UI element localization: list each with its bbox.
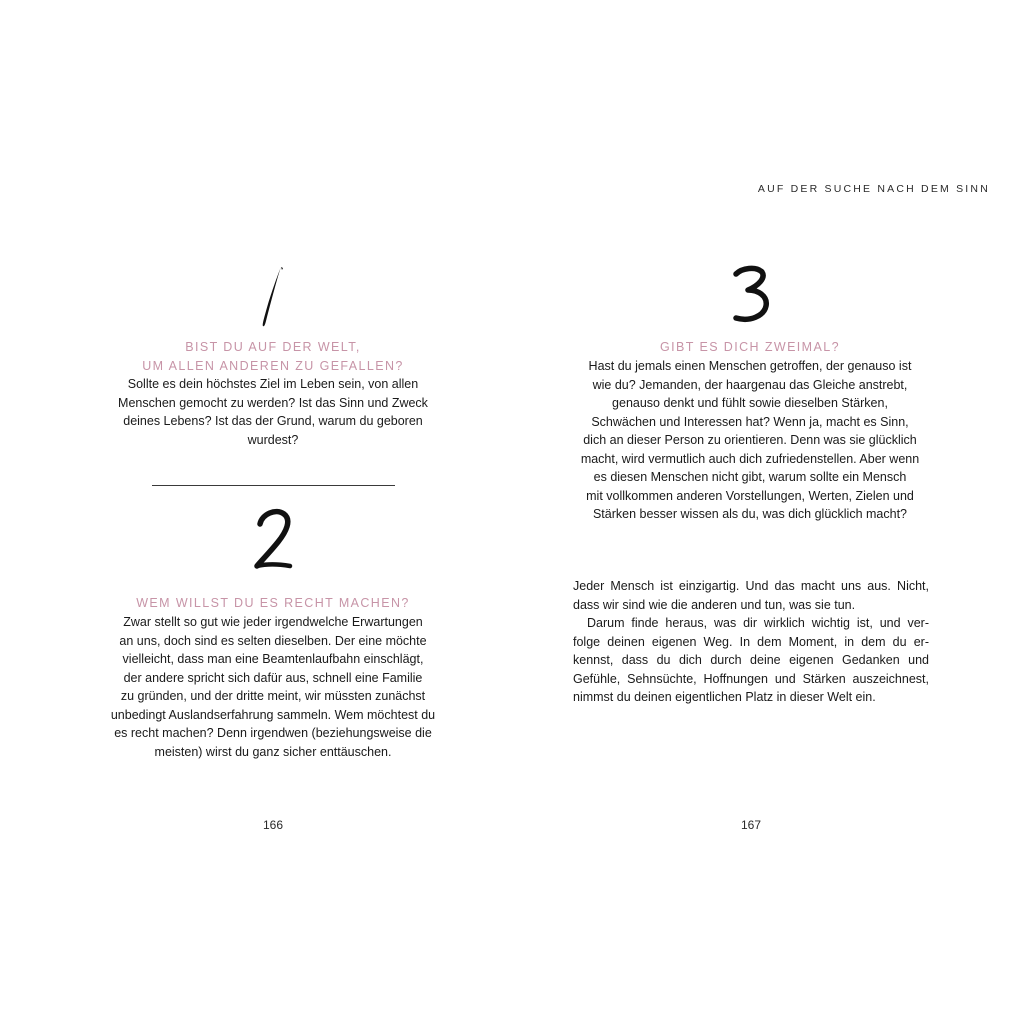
text-line: Menschen gemocht zu werden? Ist das Sinn und Zweck <box>118 395 428 410</box>
heading-line: WEM WILLST DU ES RECHT MACHEN? <box>136 596 410 610</box>
text-line: macht, wird vermutlich auch dich zufriedenstellen. Aber wenn <box>580 451 920 466</box>
text-line: deines Lebens? Ist das der Grund, warum du geboren <box>123 414 423 428</box>
text-line: vielleicht, dass man eine Beamtenlaufbahn einschlägt, <box>122 652 424 666</box>
heading-line: UM ALLEN ANDEREN ZU GEFALLEN? <box>142 358 404 373</box>
text-line: unbedingt Auslandserfahrung sammeln. Wem möchtest du <box>110 707 436 722</box>
text-line: zu gründen, und der dritte meint, wir müssten zunächst <box>120 689 426 703</box>
text-line: dass wir sind wie die anderen und tun, was sie tun. <box>573 597 856 612</box>
text-line: der andere spricht sich dafür aus, schnell eine Familie <box>123 670 423 685</box>
text-line: Hast du jemals einen Menschen getroffen, der genauso ist <box>588 359 912 373</box>
text-line: Gefühle, Sehnsüchte, Hoffnungen und Stärken auszeichnest, <box>573 671 929 686</box>
running-head: AUF DER SUCHE NACH DEM SINN <box>757 183 990 195</box>
text-line: Darum finde heraus, was dir wirklich wichtig ist, und ver- <box>587 616 929 630</box>
page-number-right: 167 <box>740 818 762 832</box>
brush-numeral-3-glyph <box>728 262 772 328</box>
section-3-body <box>550 357 950 524</box>
text-line: Sollte es dein höchstes Ziel im Leben sein, von allen <box>127 377 419 391</box>
text-line: mit vollkommen anderen Vorstellungen, Werten, Zielen und <box>586 488 914 503</box>
text-line: es diesen Menschen nicht gibt, warum sollte ein Mensch <box>593 470 907 484</box>
heading-line: BIST DU AUF DER WELT, <box>185 340 361 354</box>
text-line: Schwächen und Interessen hat? Wenn ja, macht es Sinn, <box>591 414 909 429</box>
text-line: meisten) wirst du ganz sicher enttäuschen. <box>154 744 392 759</box>
closing-paragraph-2 <box>573 614 929 707</box>
text-line: kennst, dass du dich durch deine eigenen Gedanken und <box>573 653 929 667</box>
heading-line: GIBT ES DICH ZWEIMAL? <box>660 340 840 354</box>
text-line: nimmst du deinen eigentlichen Platz in dieser Welt ein. <box>573 690 876 704</box>
text-line: genauso denkt und fühlt sowie dieselben Stärken, <box>612 396 888 410</box>
text-line: es recht machen? Denn irgendwen (beziehungsweise die <box>114 726 432 740</box>
text-line: Jeder Mensch ist einzigartig. Und das macht uns aus. Nicht, <box>573 579 929 593</box>
text-line: dich an dieser Person zu orientieren. Denn was sie glücklich <box>583 433 917 447</box>
numeral-3 <box>728 262 772 328</box>
text-line: folge deinen eigenen Weg. In dem Moment, in dem du er- <box>573 634 929 649</box>
text-line: Zwar stellt so gut wie jeder irgendwelche Erwartungen <box>123 615 423 629</box>
text-line: an uns, doch sind es selten dieselben. Der eine möchte <box>119 633 427 648</box>
text-line: wie du? Jemanden, der haargenau das Gleiche anstrebt, <box>592 377 908 392</box>
text-line: wurdest? <box>247 432 299 447</box>
page-number-left: 166 <box>262 818 284 832</box>
closing-paragraph-1 <box>573 577 929 614</box>
text-line: Stärken besser wissen als du, was dich glücklich macht? <box>592 507 908 521</box>
section-3-heading <box>550 338 950 357</box>
